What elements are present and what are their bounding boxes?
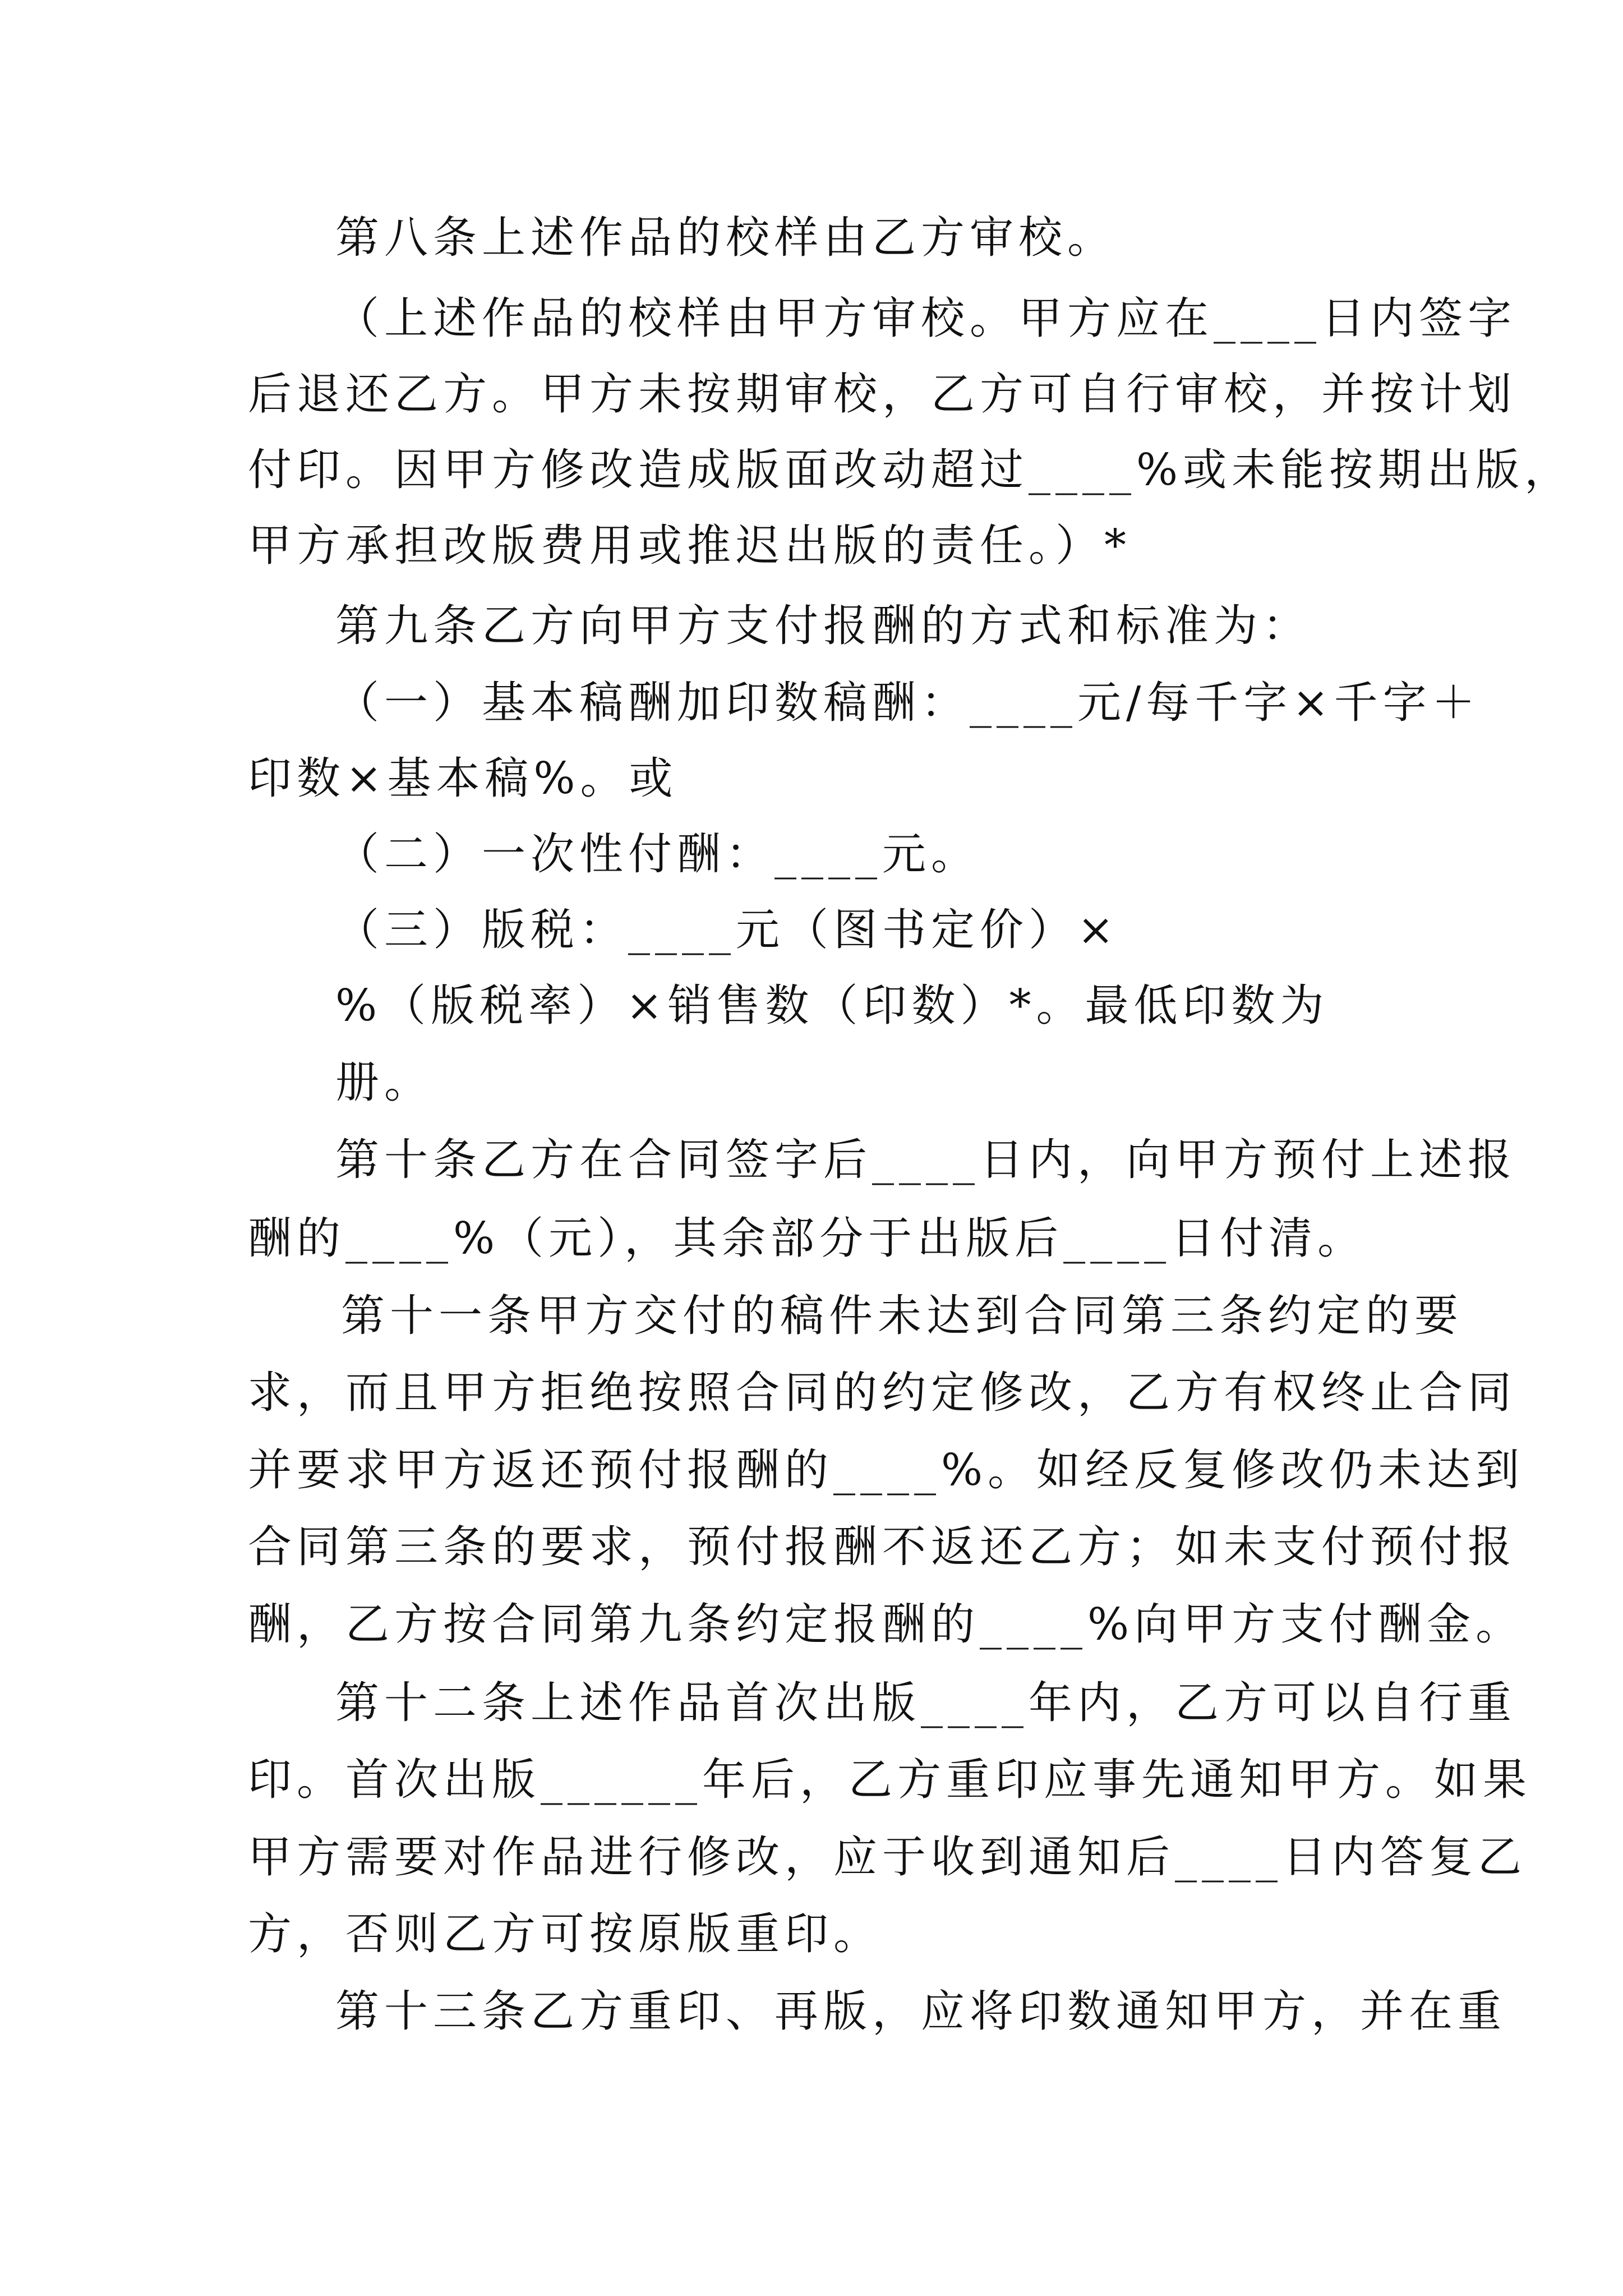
text-line: 第九条乙方向甲方支付报酬的方式和标准为：	[335, 601, 1312, 651]
text-line: 第十一条甲方交付的稿件未达到合同第三条约定的要	[341, 1291, 1464, 1341]
text-line: 方，否则乙方可按原版重印。	[248, 1909, 883, 1959]
text-line: （三）版税：____元（图书定价）×	[335, 905, 1119, 955]
text-line: 第十三条乙方重印、再版，应将印数通知甲方，并在重	[335, 1986, 1507, 2037]
text-line: 第十二条上述作品首次出版____年内，乙方可以自行重	[335, 1678, 1517, 1728]
text-line: 印数×基本稿%。或	[248, 753, 678, 804]
text-line: 求，而且甲方拒绝按照合同的约定修改，乙方有权终止合同	[248, 1368, 1517, 1418]
text-line: 付印。因甲方修改造成版面改动超过____%或未能按期出版，	[248, 445, 1574, 495]
text-line: %（版税率）×销售数（印数）*。最低印数为	[335, 981, 1329, 1031]
text-line: 第十条乙方在合同签字后____日内，向甲方预付上述报	[335, 1135, 1517, 1185]
text-line: （上述作品的校样由甲方审校。甲方应在____日内签字	[335, 293, 1517, 344]
text-line: 第八条上述作品的校样由乙方审校。	[335, 213, 1117, 263]
text-line: 并要求甲方返还预付报酬的____%。如经反复修改仍未达到	[248, 1445, 1525, 1496]
text-line: 酬的____%（元），其余部分于出版后____日付清。	[248, 1213, 1367, 1264]
text-line: 甲方承担改版费用或推迟出版的责任。）*	[248, 521, 1132, 571]
text-line: 册。	[335, 1057, 434, 1108]
text-line: 印。首次出版______年后，乙方重印应事先通知甲方。如果	[248, 1755, 1532, 1805]
text-line: 合同第三条的要求，预付报酬不返还乙方；如未支付预付报	[248, 1522, 1517, 1572]
text-line: （二）一次性付酬：____元。	[335, 829, 980, 880]
text-line: （一）基本稿酬加印数稿酬：____元/每千字×千字＋	[335, 678, 1481, 728]
text-line: 酬，乙方按合同第九条约定报酬的____%向甲方支付酬金。	[248, 1599, 1525, 1650]
text-line: 甲方需要对作品进行修改，应于收到通知后____日内答复乙	[248, 1832, 1527, 1883]
text-line: 后退还乙方。甲方未按期审校，乙方可自行审校，并按计划	[248, 369, 1517, 420]
